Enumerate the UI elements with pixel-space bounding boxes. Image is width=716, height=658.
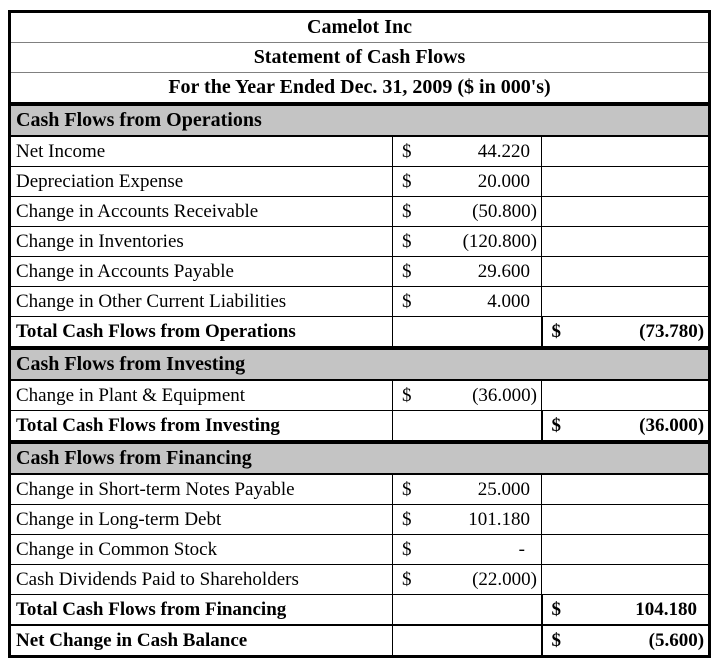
currency-symbol: $: [551, 629, 561, 651]
row-amount: 20.000: [477, 170, 530, 192]
row-amount: 44.220: [477, 140, 530, 162]
currency-symbol: $: [402, 200, 412, 222]
statement-sheet: [8, 10, 711, 658]
row-amount: (50.800): [472, 200, 537, 222]
net-change-amount: (5.600): [648, 629, 705, 651]
empty-amount-cell: [393, 411, 542, 443]
currency-symbol: $: [402, 384, 412, 406]
row-amount-cell: [393, 136, 542, 167]
company-name: Camelot Inc: [10, 12, 710, 43]
title-row-statement: [10, 43, 710, 73]
total-label: Total Cash Flows from Financing: [10, 595, 393, 626]
row-label: Depreciation Expense: [10, 167, 393, 197]
row-amount: (22.000): [472, 568, 537, 590]
section-header-label: Cash Flows from Financing: [10, 442, 710, 474]
table-row-change-accounts-receivable: [10, 197, 710, 227]
section-header-label: Cash Flows from Operations: [10, 104, 710, 136]
row-amount-cell: [393, 287, 542, 317]
total-label: Total Cash Flows from Investing: [10, 411, 393, 443]
row-label: Change in Accounts Payable: [10, 257, 393, 287]
empty-total-cell: [542, 167, 710, 197]
total-amount-cell: [542, 317, 710, 349]
total-label: Total Cash Flows from Operations: [10, 317, 393, 349]
title-row-period: [10, 73, 710, 105]
total-amount-cell: [542, 595, 710, 626]
section-header-operations: [10, 104, 710, 136]
row-amount-cell: [393, 505, 542, 535]
period-title: For the Year Ended Dec. 31, 2009 ($ in 000's): [10, 73, 710, 105]
row-label: Cash Dividends Paid to Shareholders: [10, 565, 393, 595]
currency-symbol: $: [402, 478, 412, 500]
total-row-operations: [10, 317, 710, 349]
row-amount-cell: [393, 167, 542, 197]
currency-symbol: $: [551, 414, 561, 436]
statement-title: Statement of Cash Flows: [10, 43, 710, 73]
row-amount-cell: [393, 197, 542, 227]
empty-amount-cell: [393, 317, 542, 349]
net-change-amount-cell: [542, 625, 710, 657]
empty-total-cell: [542, 257, 710, 287]
row-label: Change in Other Current Liabilities: [10, 287, 393, 317]
row-amount: (36.000): [472, 384, 537, 406]
row-label: Change in Inventories: [10, 227, 393, 257]
currency-symbol: $: [402, 508, 412, 530]
table-row-cash-dividends-paid: [10, 565, 710, 595]
row-amount: (120.800): [462, 230, 537, 252]
table-row-change-other-current-liabilities: [10, 287, 710, 317]
net-change-label: Net Change in Cash Balance: [10, 625, 393, 657]
currency-symbol: $: [551, 320, 561, 342]
currency-symbol: $: [402, 290, 412, 312]
empty-amount-cell: [393, 625, 542, 657]
total-amount: (36.000): [639, 414, 705, 436]
row-amount: 25.000: [477, 478, 530, 500]
currency-symbol: $: [551, 598, 561, 620]
row-amount-cell: [393, 474, 542, 505]
empty-total-cell: [542, 197, 710, 227]
currency-symbol: $: [402, 140, 412, 162]
row-amount: 101.180: [468, 508, 530, 530]
row-label: Change in Plant & Equipment: [10, 380, 393, 411]
row-amount-cell: [393, 565, 542, 595]
empty-amount-cell: [393, 595, 542, 626]
cash-flow-statement-table: [8, 10, 711, 658]
empty-total-cell: [542, 505, 710, 535]
empty-total-cell: [542, 535, 710, 565]
table-row-depreciation-expense: [10, 167, 710, 197]
row-label: Change in Short-term Notes Payable: [10, 474, 393, 505]
table-row-change-accounts-payable: [10, 257, 710, 287]
total-row-investing: [10, 411, 710, 443]
row-label: Change in Accounts Receivable: [10, 197, 393, 227]
currency-symbol: $: [402, 568, 412, 590]
currency-symbol: $: [402, 538, 412, 560]
table-row-net-income: [10, 136, 710, 167]
row-amount: 4.000: [487, 290, 530, 312]
row-amount: 29.600: [477, 260, 530, 282]
table-row-change-plant-equipment: [10, 380, 710, 411]
empty-total-cell: [542, 287, 710, 317]
table-row-change-short-term-notes-payable: [10, 474, 710, 505]
total-amount: 104.180: [635, 598, 698, 620]
row-label: Change in Long-term Debt: [10, 505, 393, 535]
row-label: Net Income: [10, 136, 393, 167]
empty-total-cell: [542, 474, 710, 505]
currency-symbol: $: [402, 260, 412, 282]
total-amount-cell: [542, 411, 710, 443]
title-row-company: [10, 12, 710, 43]
empty-total-cell: [542, 565, 710, 595]
empty-total-cell: [542, 227, 710, 257]
row-amount-cell: [393, 535, 542, 565]
empty-total-cell: [542, 136, 710, 167]
row-amount-cell: [393, 227, 542, 257]
section-header-financing: [10, 442, 710, 474]
row-amount-cell: [393, 380, 542, 411]
currency-symbol: $: [402, 170, 412, 192]
table-row-change-inventories: [10, 227, 710, 257]
table-row-change-long-term-debt: [10, 505, 710, 535]
row-amount: -: [518, 538, 525, 560]
section-header-investing: [10, 348, 710, 380]
total-amount: (73.780): [639, 320, 705, 342]
section-header-label: Cash Flows from Investing: [10, 348, 710, 380]
currency-symbol: $: [402, 230, 412, 252]
total-row-financing: [10, 595, 710, 626]
row-amount-cell: [393, 257, 542, 287]
row-label: Change in Common Stock: [10, 535, 393, 565]
net-change-row: [10, 625, 710, 657]
empty-total-cell: [542, 380, 710, 411]
table-row-change-common-stock: [10, 535, 710, 565]
